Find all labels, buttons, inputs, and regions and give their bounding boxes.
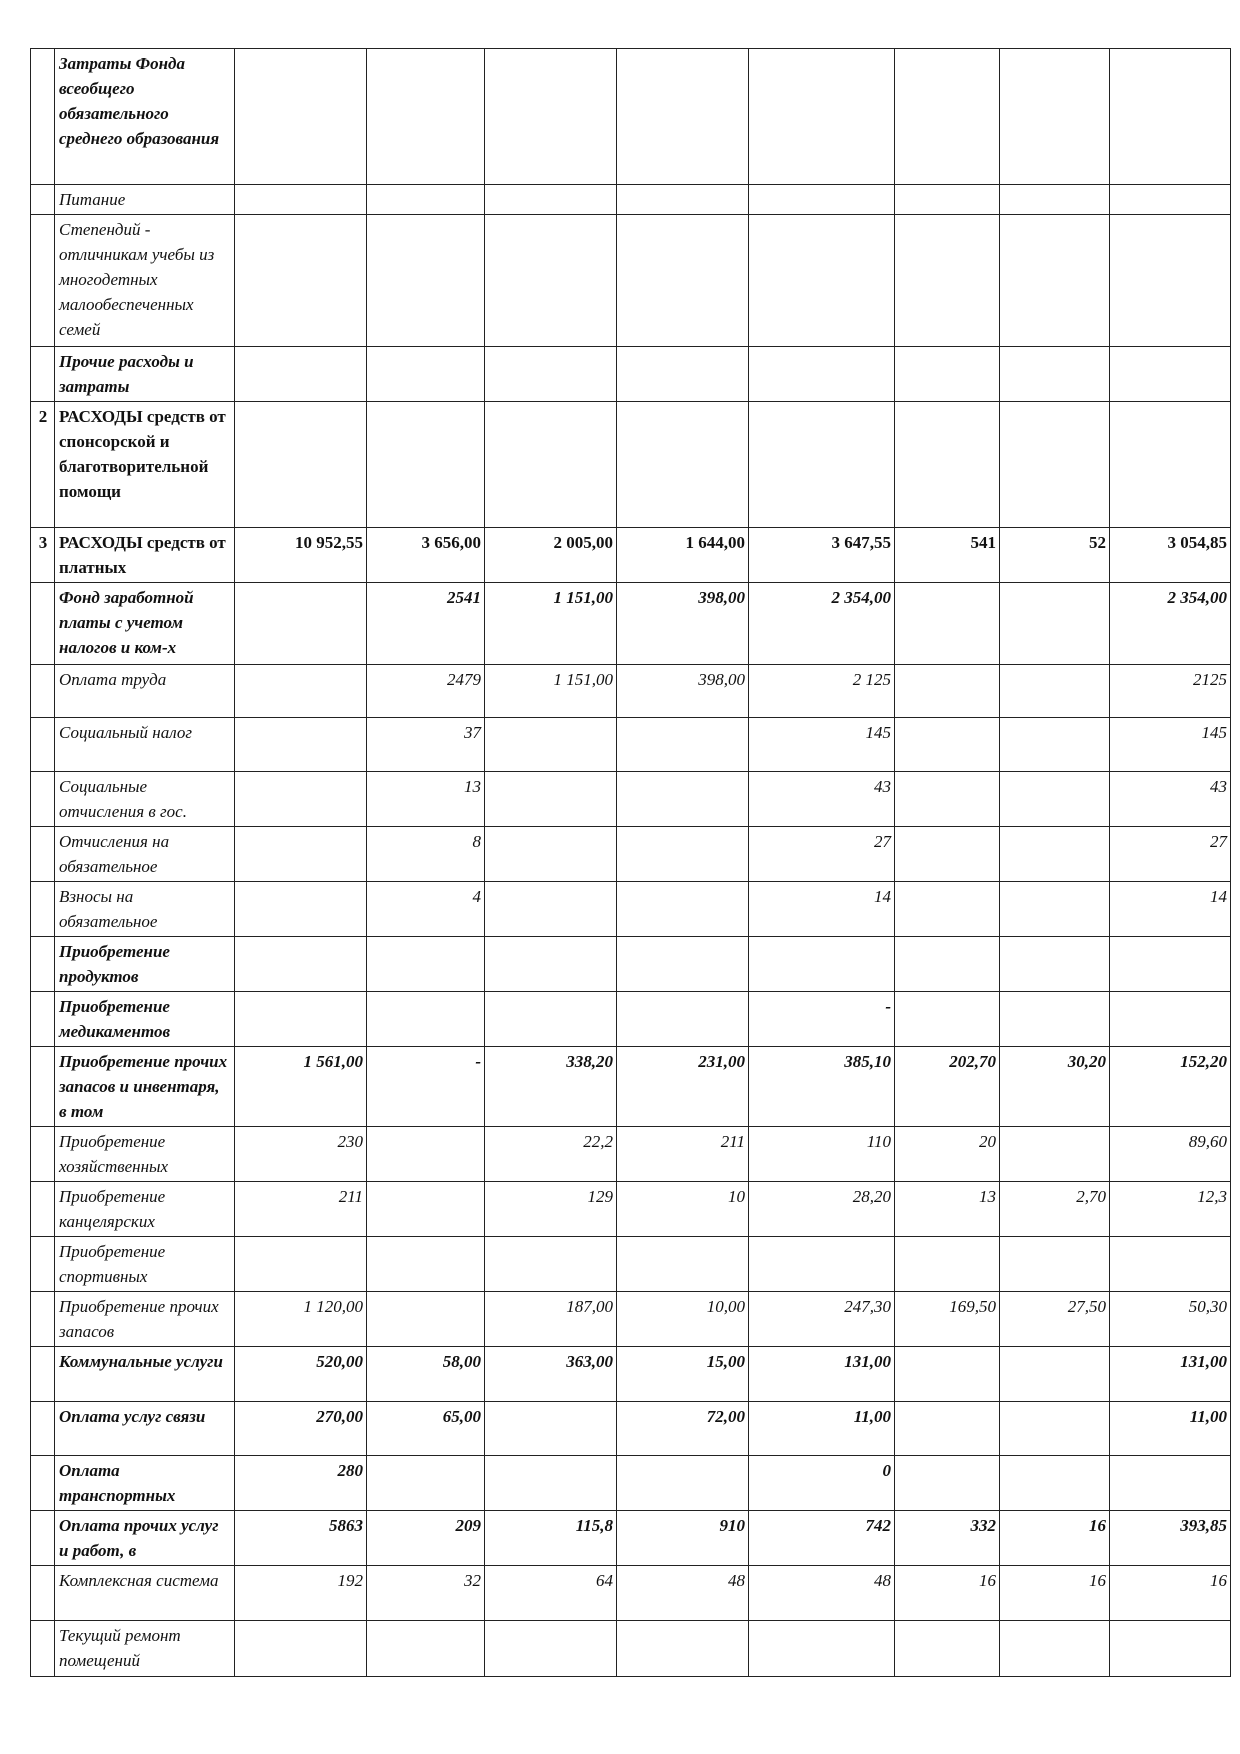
value-cell: 1 561,00 (235, 1047, 367, 1127)
row-label-cell: Приобретение канцелярских (55, 1182, 235, 1237)
row-label-cell: РАСХОДЫ средств от спонсорской и благотворительной помощи (55, 402, 235, 528)
value-cell: 129 (485, 1182, 617, 1237)
value-cell: 28,20 (749, 1182, 895, 1237)
value-cell (367, 402, 485, 528)
value-cell: 145 (1110, 718, 1231, 772)
value-cell: 247,30 (749, 1292, 895, 1347)
value-cell (235, 1237, 367, 1292)
row-number-cell (31, 1292, 55, 1347)
value-cell: 20 (895, 1127, 1000, 1182)
value-cell: 43 (1110, 772, 1231, 827)
value-cell (485, 402, 617, 528)
row-number-cell (31, 827, 55, 882)
value-cell (895, 772, 1000, 827)
row-number-cell (31, 185, 55, 215)
value-cell (235, 347, 367, 402)
value-cell (1000, 1621, 1110, 1677)
value-cell: 1 120,00 (235, 1292, 367, 1347)
value-cell: 3 647,55 (749, 528, 895, 583)
value-cell: 30,20 (1000, 1047, 1110, 1127)
value-cell (895, 215, 1000, 347)
value-cell: 2,70 (1000, 1182, 1110, 1237)
value-cell (485, 772, 617, 827)
value-cell (485, 1402, 617, 1456)
value-cell (895, 882, 1000, 937)
value-cell: 2541 (367, 583, 485, 665)
value-cell: 385,10 (749, 1047, 895, 1127)
value-cell: - (367, 1047, 485, 1127)
value-cell: 89,60 (1110, 1127, 1231, 1182)
value-cell (367, 1456, 485, 1511)
table-row (31, 215, 1231, 347)
table-row (31, 1047, 1231, 1127)
value-cell (235, 185, 367, 215)
value-cell (1110, 1621, 1231, 1677)
value-cell (367, 1237, 485, 1292)
value-cell (749, 1237, 895, 1292)
value-cell: 270,00 (235, 1402, 367, 1456)
value-cell: 152,20 (1110, 1047, 1231, 1127)
value-cell: 48 (749, 1566, 895, 1621)
value-cell (235, 772, 367, 827)
value-cell: 169,50 (895, 1292, 1000, 1347)
value-cell (485, 718, 617, 772)
value-cell: 2 354,00 (1110, 583, 1231, 665)
value-cell (617, 185, 749, 215)
value-cell (1000, 718, 1110, 772)
value-cell (485, 185, 617, 215)
value-cell: 13 (367, 772, 485, 827)
value-cell: 115,8 (485, 1511, 617, 1566)
value-cell: 131,00 (1110, 1347, 1231, 1402)
value-cell (485, 1621, 617, 1677)
value-cell (1110, 992, 1231, 1047)
value-cell: 1 151,00 (485, 665, 617, 718)
row-label-cell: Комплексная система (55, 1566, 235, 1621)
value-cell (895, 402, 1000, 528)
value-cell (895, 1456, 1000, 1511)
value-cell (895, 992, 1000, 1047)
value-cell: 50,30 (1110, 1292, 1231, 1347)
value-cell (617, 1237, 749, 1292)
table-row (31, 882, 1231, 937)
value-cell: 48 (617, 1566, 749, 1621)
row-number-cell (31, 1127, 55, 1182)
value-cell (749, 185, 895, 215)
table-row (31, 1127, 1231, 1182)
value-cell: 280 (235, 1456, 367, 1511)
row-number-cell (31, 583, 55, 665)
row-number-cell (31, 1402, 55, 1456)
value-cell (235, 215, 367, 347)
row-number-cell (31, 882, 55, 937)
table-row (31, 528, 1231, 583)
value-cell (1000, 827, 1110, 882)
row-number-cell: 2 (31, 402, 55, 528)
value-cell: - (749, 992, 895, 1047)
table-row (31, 1292, 1231, 1347)
row-label-cell: РАСХОДЫ средств от платных (55, 528, 235, 583)
value-cell: 145 (749, 718, 895, 772)
row-label-cell: Питание (55, 185, 235, 215)
value-cell (895, 1347, 1000, 1402)
value-cell: 131,00 (749, 1347, 895, 1402)
row-label-cell: Социальные отчисления в гос. (55, 772, 235, 827)
value-cell (617, 772, 749, 827)
value-cell (1000, 882, 1110, 937)
value-cell: 2479 (367, 665, 485, 718)
value-cell: 10,00 (617, 1292, 749, 1347)
row-number-cell (31, 215, 55, 347)
value-cell: 520,00 (235, 1347, 367, 1402)
value-cell (235, 992, 367, 1047)
value-cell (367, 992, 485, 1047)
value-cell (235, 665, 367, 718)
table-row (31, 992, 1231, 1047)
table-row (31, 49, 1231, 185)
value-cell: 10 (617, 1182, 749, 1237)
value-cell (617, 1456, 749, 1511)
row-label-cell: Коммунальные услуги (55, 1347, 235, 1402)
value-cell (1000, 49, 1110, 185)
row-label-cell: Оплата услуг связи (55, 1402, 235, 1456)
value-cell (895, 1237, 1000, 1292)
value-cell (485, 347, 617, 402)
value-cell: 393,85 (1110, 1511, 1231, 1566)
row-number-cell (31, 49, 55, 185)
value-cell (485, 215, 617, 347)
value-cell (1110, 1456, 1231, 1511)
value-cell (749, 402, 895, 528)
row-number-cell (31, 1182, 55, 1237)
value-cell (235, 49, 367, 185)
table-row (31, 583, 1231, 665)
value-cell (895, 665, 1000, 718)
value-cell (485, 937, 617, 992)
value-cell: 13 (895, 1182, 1000, 1237)
value-cell (1110, 185, 1231, 215)
value-cell (367, 185, 485, 215)
value-cell (1000, 772, 1110, 827)
row-label-cell: Приобретение хозяйственных (55, 1127, 235, 1182)
row-label-cell: Оплата транспортных (55, 1456, 235, 1511)
value-cell (895, 347, 1000, 402)
table-row (31, 1511, 1231, 1566)
value-cell: 16 (895, 1566, 1000, 1621)
value-cell (1000, 583, 1110, 665)
value-cell (617, 992, 749, 1047)
row-label-cell: Приобретение спортивных (55, 1237, 235, 1292)
value-cell: 64 (485, 1566, 617, 1621)
value-cell: 363,00 (485, 1347, 617, 1402)
row-number-cell (31, 1047, 55, 1127)
value-cell: 58,00 (367, 1347, 485, 1402)
row-label-cell: Затраты Фонда всеобщего обязательного среднего образования (55, 49, 235, 185)
value-cell: 187,00 (485, 1292, 617, 1347)
value-cell (749, 49, 895, 185)
value-cell: 398,00 (617, 665, 749, 718)
expense-table-sheet (30, 48, 1230, 1677)
value-cell (895, 827, 1000, 882)
table-row (31, 1402, 1231, 1456)
value-cell (1000, 347, 1110, 402)
row-label-cell: Приобретение прочих запасов и инвентаря, в том (55, 1047, 235, 1127)
value-cell: 211 (235, 1182, 367, 1237)
value-cell: 10 952,55 (235, 528, 367, 583)
table-row (31, 772, 1231, 827)
value-cell: 14 (1110, 882, 1231, 937)
value-cell: 27 (749, 827, 895, 882)
row-label-cell: Приобретение прочих запасов (55, 1292, 235, 1347)
value-cell (235, 937, 367, 992)
value-cell (235, 402, 367, 528)
value-cell: 27,50 (1000, 1292, 1110, 1347)
table-row (31, 1566, 1231, 1621)
value-cell (1110, 347, 1231, 402)
row-label-cell: Текущий ремонт помещений (55, 1621, 235, 1677)
row-label-cell: Прочие расходы и затраты (55, 347, 235, 402)
value-cell: 15,00 (617, 1347, 749, 1402)
value-cell (617, 402, 749, 528)
value-cell (367, 1182, 485, 1237)
value-cell (1000, 665, 1110, 718)
value-cell (485, 827, 617, 882)
table-row (31, 347, 1231, 402)
value-cell: 211 (617, 1127, 749, 1182)
value-cell: 1 644,00 (617, 528, 749, 583)
value-cell (1000, 1347, 1110, 1402)
value-cell: 16 (1000, 1566, 1110, 1621)
row-number-cell: 3 (31, 528, 55, 583)
value-cell (1000, 1127, 1110, 1182)
value-cell: 12,3 (1110, 1182, 1231, 1237)
value-cell (895, 1621, 1000, 1677)
value-cell (485, 1456, 617, 1511)
row-number-cell (31, 1237, 55, 1292)
row-label-cell: Оплата труда (55, 665, 235, 718)
value-cell (485, 882, 617, 937)
row-number-cell (31, 665, 55, 718)
value-cell (617, 1621, 749, 1677)
value-cell: 11,00 (1110, 1402, 1231, 1456)
row-number-cell (31, 1566, 55, 1621)
row-label-cell: Взносы на обязательное (55, 882, 235, 937)
row-label-cell: Фонд заработной платы с учетом налогов и ком-х (55, 583, 235, 665)
row-label-cell: Приобретение продуктов (55, 937, 235, 992)
value-cell: 5863 (235, 1511, 367, 1566)
row-label-cell: Отчисления на обязательное (55, 827, 235, 882)
value-cell (1110, 937, 1231, 992)
value-cell: 192 (235, 1566, 367, 1621)
value-cell: 231,00 (617, 1047, 749, 1127)
value-cell (367, 1621, 485, 1677)
value-cell (895, 583, 1000, 665)
value-cell (1000, 215, 1110, 347)
value-cell (895, 718, 1000, 772)
value-cell (1000, 185, 1110, 215)
value-cell (617, 882, 749, 937)
value-cell: 16 (1000, 1511, 1110, 1566)
value-cell (895, 185, 1000, 215)
value-cell: 22,2 (485, 1127, 617, 1182)
value-cell (1000, 1402, 1110, 1456)
value-cell (1000, 1237, 1110, 1292)
value-cell (617, 827, 749, 882)
row-number-cell (31, 1456, 55, 1511)
value-cell (1110, 215, 1231, 347)
value-cell: 2 354,00 (749, 583, 895, 665)
value-cell (367, 1127, 485, 1182)
value-cell (749, 1621, 895, 1677)
value-cell: 11,00 (749, 1402, 895, 1456)
value-cell: 110 (749, 1127, 895, 1182)
value-cell: 910 (617, 1511, 749, 1566)
value-cell: 3 656,00 (367, 528, 485, 583)
value-cell (749, 937, 895, 992)
table-row (31, 665, 1231, 718)
value-cell: 1 151,00 (485, 583, 617, 665)
row-number-cell (31, 1347, 55, 1402)
value-cell (1000, 992, 1110, 1047)
value-cell (367, 937, 485, 992)
row-number-cell (31, 1621, 55, 1677)
value-cell: 27 (1110, 827, 1231, 882)
value-cell (235, 718, 367, 772)
value-cell: 8 (367, 827, 485, 882)
value-cell: 742 (749, 1511, 895, 1566)
table-row (31, 1621, 1231, 1677)
value-cell: 43 (749, 772, 895, 827)
value-cell: 2 005,00 (485, 528, 617, 583)
row-number-cell (31, 772, 55, 827)
row-number-cell (31, 347, 55, 402)
table-row (31, 1237, 1231, 1292)
value-cell: 332 (895, 1511, 1000, 1566)
value-cell (1110, 49, 1231, 185)
value-cell: 32 (367, 1566, 485, 1621)
value-cell: 14 (749, 882, 895, 937)
value-cell (1110, 1237, 1231, 1292)
value-cell (367, 215, 485, 347)
value-cell (1000, 937, 1110, 992)
value-cell (235, 583, 367, 665)
table-row (31, 185, 1231, 215)
value-cell: 2125 (1110, 665, 1231, 718)
value-cell (617, 718, 749, 772)
value-cell (485, 49, 617, 185)
value-cell: 230 (235, 1127, 367, 1182)
value-cell (1110, 402, 1231, 528)
value-cell: 72,00 (617, 1402, 749, 1456)
value-cell (749, 215, 895, 347)
row-number-cell (31, 718, 55, 772)
value-cell: 3 054,85 (1110, 528, 1231, 583)
value-cell (1000, 1456, 1110, 1511)
expense-table (30, 48, 1231, 1677)
row-number-cell (31, 937, 55, 992)
value-cell (895, 49, 1000, 185)
value-cell: 209 (367, 1511, 485, 1566)
value-cell (235, 827, 367, 882)
table-row (31, 718, 1231, 772)
value-cell (617, 347, 749, 402)
value-cell: 541 (895, 528, 1000, 583)
value-cell: 338,20 (485, 1047, 617, 1127)
value-cell (1000, 402, 1110, 528)
value-cell (895, 1402, 1000, 1456)
table-row (31, 1456, 1231, 1511)
value-cell: 65,00 (367, 1402, 485, 1456)
table-row (31, 402, 1231, 528)
value-cell: 202,70 (895, 1047, 1000, 1127)
value-cell (367, 1292, 485, 1347)
value-cell (485, 1237, 617, 1292)
value-cell (367, 49, 485, 185)
value-cell (235, 1621, 367, 1677)
row-label-cell: Степендий - отличникам учебы из многодетных малообеспеченных семей (55, 215, 235, 347)
table-row (31, 1347, 1231, 1402)
value-cell: 52 (1000, 528, 1110, 583)
table-row (31, 1182, 1231, 1237)
value-cell: 37 (367, 718, 485, 772)
value-cell: 398,00 (617, 583, 749, 665)
value-cell: 2 125 (749, 665, 895, 718)
value-cell: 16 (1110, 1566, 1231, 1621)
table-row (31, 827, 1231, 882)
row-label-cell: Приобретение медикаментов (55, 992, 235, 1047)
value-cell (617, 937, 749, 992)
value-cell (749, 347, 895, 402)
value-cell (367, 347, 485, 402)
value-cell (235, 882, 367, 937)
row-label-cell: Социальный налог (55, 718, 235, 772)
value-cell: 4 (367, 882, 485, 937)
value-cell (617, 215, 749, 347)
value-cell (895, 937, 1000, 992)
row-label-cell: Оплата прочих услуг и работ, в (55, 1511, 235, 1566)
value-cell (617, 49, 749, 185)
table-row (31, 937, 1231, 992)
value-cell: 0 (749, 1456, 895, 1511)
value-cell (485, 992, 617, 1047)
expense-table-body (31, 49, 1231, 1677)
row-number-cell (31, 992, 55, 1047)
row-number-cell (31, 1511, 55, 1566)
